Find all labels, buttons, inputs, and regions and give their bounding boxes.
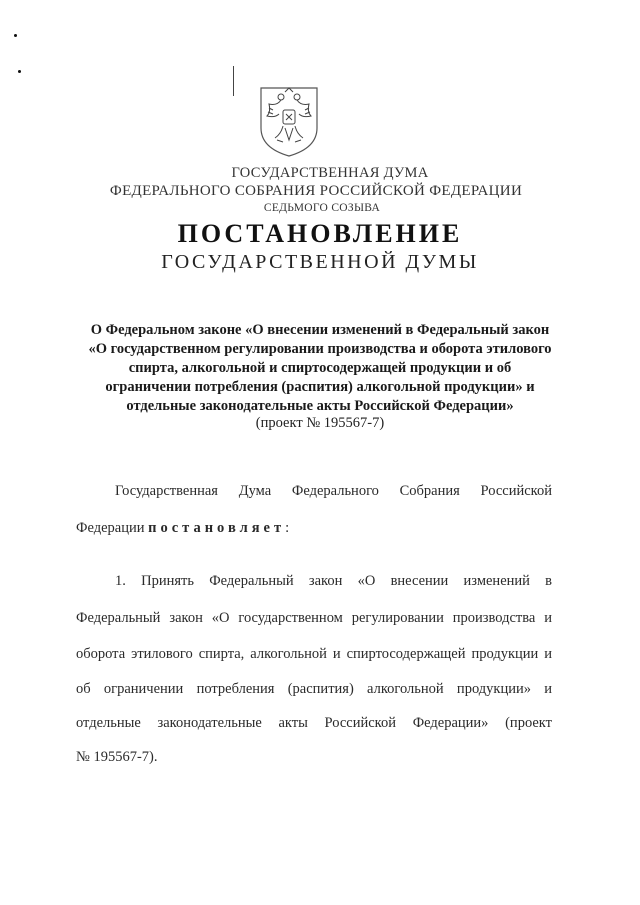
subject-line: отдельные законодательные акты Российской Федерации» bbox=[126, 398, 514, 414]
item-line: Федеральный закон «О государственном регулировании производства и bbox=[76, 610, 552, 626]
subject-line: ограничении потребления (распития) алкогольной продукции» и bbox=[105, 379, 535, 395]
preamble-text: Федерации bbox=[76, 520, 149, 536]
convocation-line: СЕДЬМОГО СОЗЫВА bbox=[263, 202, 381, 214]
coat-of-arms-icon bbox=[257, 82, 321, 158]
item-line: № 195567-7). bbox=[76, 749, 158, 765]
issuer-line: ФЕДЕРАЛЬНОГО СОБРАНИЯ РОССИЙСКОЙ ФЕДЕРАЦИИ bbox=[109, 183, 523, 199]
resolution-subject bbox=[60, 321, 580, 416]
decree-verb: постановляет bbox=[148, 520, 286, 536]
preamble-line: Государственная Дума Федерального Собрания Российской bbox=[115, 483, 552, 499]
subject-line: О Федеральном законе «О внесении изменений в Федеральный закон bbox=[90, 322, 550, 338]
scan-margin-line bbox=[233, 66, 234, 96]
item-line: об ограничении потребления (распития) алкогольной продукции» и bbox=[76, 681, 552, 697]
item-line: оборота этилового спирта, алкогольной и спиртосодержащей продукции и bbox=[76, 646, 552, 662]
item-line: отдельные законодательные акты Российской Федерации» (проект bbox=[76, 715, 552, 731]
preamble-line bbox=[76, 520, 552, 537]
document-type-title: ПОСТАНОВЛЕНИЕ bbox=[177, 219, 463, 248]
item-line: 1. Принять Федеральный закон «О внесении изменений в bbox=[115, 573, 552, 589]
scan-dot-mark bbox=[14, 34, 17, 37]
issuer-line: ГОСУДАРСТВЕННАЯ ДУМА bbox=[231, 165, 429, 181]
subject-line: «О государственном регулировании производства и оборота этилового bbox=[88, 341, 552, 357]
document-authority: ГОСУДАРСТВЕННОЙ ДУМЫ bbox=[161, 251, 479, 273]
project-reference: (проект № 195567-7) bbox=[255, 415, 385, 431]
preamble-punctuation: : bbox=[285, 520, 290, 536]
scan-dot-mark bbox=[18, 70, 21, 73]
subject-line: спирта, алкогольной и спиртосодержащей продукции и об bbox=[128, 360, 512, 376]
